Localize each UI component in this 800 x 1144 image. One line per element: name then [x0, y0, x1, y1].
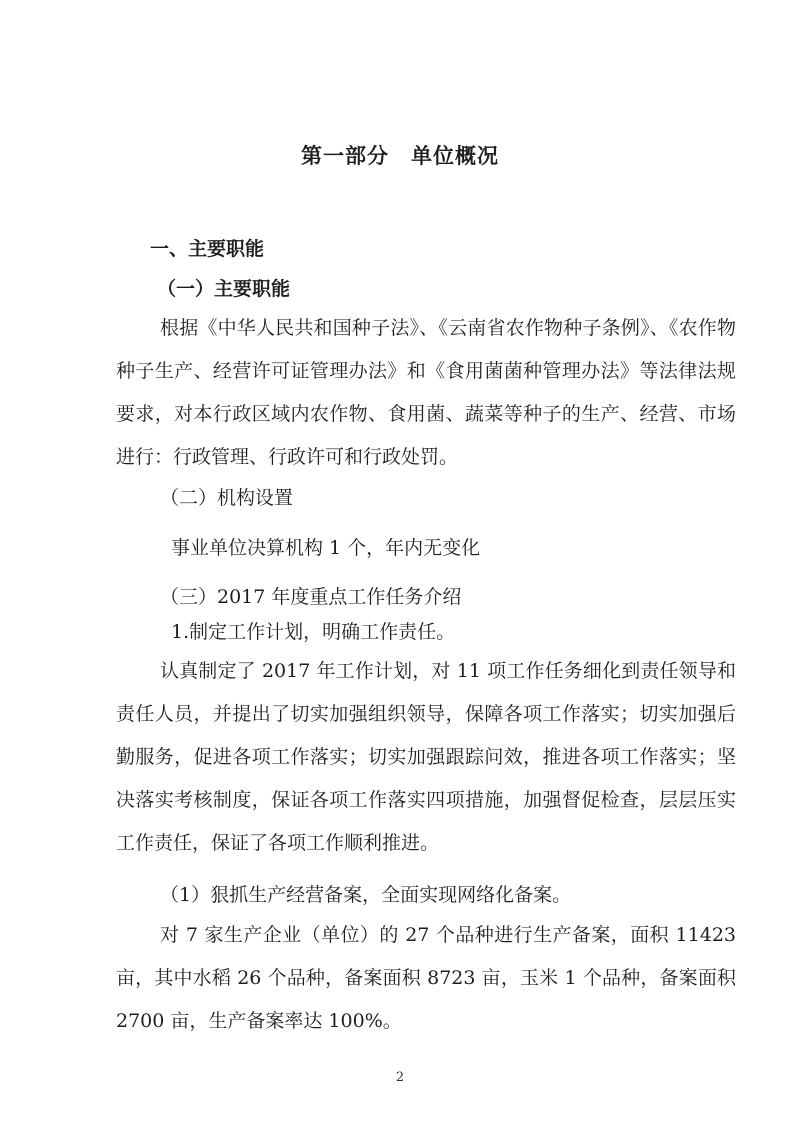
item-heading-production-filing: （1）狠抓生产经营备案，全面实现网络化备案。 [160, 884, 572, 906]
section-heading-main-functions: 一、主要职能 [150, 238, 265, 260]
item-heading-work-plan: 1.制定工作计划，明确工作责任。 [171, 621, 456, 643]
subsection-heading-main-functions: （一）主要职能 [157, 278, 291, 300]
organization-text: 事业单位决算机构 1 个，年内无变化 [171, 537, 481, 559]
paragraph-production-filing: 对 7 家生产企业（单位）的 27 个品种进行生产备案，面积 11423 亩，其中水稻 26 个品种，备案面积 8723 亩，玉米 1 个品种，备案面积 2700 亩，生产备案率达 100%。 [116, 924, 736, 1032]
page-number: 2 [395, 1070, 405, 1085]
paragraph-main-functions: 根据《中华人民共和国种子法》、《云南省农作物种子条例》、《农作物种子生产、经营许可证管理办法》和《食用菌菌种管理办法》等法律法规要求，对本行政区域内农作物、食用菌、蔬菜等种子的生产、经营、市场进行：行政管理、行政许可和行政处罚。 [116, 317, 736, 468]
paragraph-work-plan: 认真制定了 2017 年工作计划，对 11 项工作任务细化到责任领导和责任人员，并提出了切实加强组织领导，保障各项工作落实；切实加强后勤服务，促进各项工作落实；切实加强跟踪问效，推进各项工作落实；坚决落实考核制度，保证各项工作落实四项措施，加强督促检查，层层压实工作责任，保证了各项工作顺利推进。 [116, 660, 736, 854]
page-title: 第一部分 单位概况 [301, 144, 499, 168]
section-heading-key-tasks: （三）2017 年度重点工作任务介绍 [160, 586, 462, 608]
section-heading-organization: （二）机构设置 [160, 487, 294, 509]
